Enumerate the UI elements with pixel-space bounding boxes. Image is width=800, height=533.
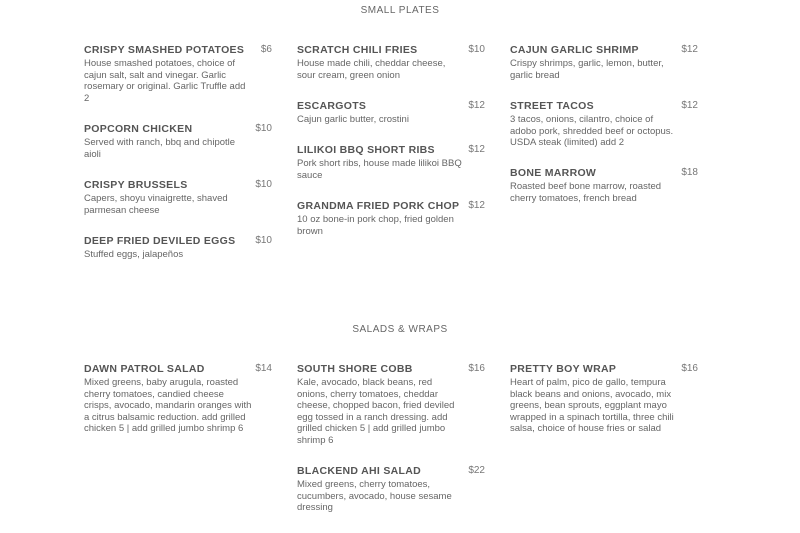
menu-item: [510, 43, 698, 81]
item-price: $10: [255, 123, 272, 134]
item-price: $12: [681, 100, 698, 111]
item-price: $12: [681, 44, 698, 55]
menu-item: [297, 362, 485, 446]
menu-item: [297, 99, 485, 126]
menu-item: [510, 166, 698, 204]
section-title-small-plates: SMALL PLATES: [360, 5, 440, 16]
menu-item: [297, 43, 485, 81]
item-name: LILIKOI BBQ SHORT RIBS: [297, 144, 435, 156]
item-description: Crispy shrimps, garlic, lemon, butter, garlic bread: [510, 58, 664, 81]
menu-item: [84, 178, 272, 216]
item-name: PRETTY BOY WRAP: [510, 363, 617, 375]
item-price: $10: [255, 179, 272, 190]
item-name: BONE MARROW: [510, 167, 597, 179]
item-price: $6: [260, 44, 272, 55]
item-name: BLACKEND AHI SALAD: [297, 465, 422, 477]
item-price: $10: [468, 44, 485, 55]
item-name: CRISPY SMASHED POTATOES: [84, 44, 245, 56]
item-description: Mixed greens, baby arugula, roasted cherry tomatoes, candied cheese crisps, avocado, mandarin oranges with a citrus balsamic reduction. add grilled chicken 5 | add grilled jumbo shrimp 6: [84, 377, 252, 434]
item-price: $12: [468, 100, 485, 111]
item-price: $16: [468, 363, 485, 374]
item-description: Stuffed eggs, jalapeños: [84, 249, 184, 260]
item-name: SOUTH SHORE COBB: [297, 363, 413, 375]
item-name: ESCARGOTS: [297, 100, 367, 112]
item-price: $18: [681, 167, 698, 178]
item-price: $12: [468, 200, 485, 211]
menu-item: [297, 199, 485, 237]
menu-item: [84, 122, 272, 160]
item-price: $10: [255, 235, 272, 246]
item-price: $22: [468, 465, 485, 476]
menu-item: [297, 464, 485, 514]
menu-item: [84, 234, 272, 261]
item-name: STREET TACOS: [510, 100, 594, 112]
item-description: House smashed potatoes, choice of cajun salt, salt and vinegar. Garlic rosemary or original. Garlic Truffle add 2: [84, 58, 246, 104]
item-description: Served with ranch, bbq and chipotle aioli: [84, 137, 236, 160]
item-description: Mixed greens, cherry tomatoes, cucumbers, avocado, house sesame dressing: [297, 479, 452, 513]
item-description: House made chili, cheddar cheese, sour cream, green onion: [297, 58, 446, 81]
item-price: $12: [468, 144, 485, 155]
item-description: 10 oz bone-in pork chop, fried golden brown: [297, 214, 454, 237]
item-name: DEEP FRIED DEVILED EGGS: [84, 235, 236, 247]
item-description: Cajun garlic butter, crostini: [297, 114, 409, 125]
item-name: GRANDMA FRIED PORK CHOP: [297, 200, 460, 212]
item-price: $16: [681, 363, 698, 374]
item-description: Heart of palm, pico de gallo, tempura black beans and onions, avocado, mix greens, bean sprouts, eggplant mayo wrapped in a spinach tortilla, three chili salsa, choice of house fries or salad: [510, 377, 674, 434]
item-description: Pork short ribs, house made lilikoi BBQ sauce: [297, 158, 462, 181]
menu-item: [84, 43, 272, 104]
item-name: CRISPY BRUSSELS: [84, 179, 188, 191]
menu-item: [84, 362, 272, 435]
item-name: DAWN PATROL SALAD: [84, 363, 205, 375]
item-description: Capers, shoyu vinaigrette, shaved parmesan cheese: [84, 193, 228, 216]
item-name: SCRATCH CHILI FRIES: [297, 44, 418, 56]
item-description: Roasted beef bone marrow, roasted cherry tomatoes, french bread: [510, 181, 662, 204]
menu-item: [510, 362, 698, 435]
item-description: Kale, avocado, black beans, red onions, cherry tomatoes, cheddar cheese, chopped bacon, fried deviled egg tossed in a ranch dressing. add grilled chicken 5 | add grilled jumbo shrimp 6: [297, 377, 455, 446]
item-name: POPCORN CHICKEN: [84, 123, 193, 135]
item-name: CAJUN GARLIC SHRIMP: [510, 44, 639, 56]
menu-item: [297, 143, 485, 181]
item-price: $14: [255, 363, 272, 374]
item-description: 3 tacos, onions, cilantro, choice of adobo pork, shredded beef or octopus. USDA steak (limited) add 2: [510, 114, 674, 148]
menu-item: [510, 99, 698, 149]
section-title-salads-wraps: SALADS & WRAPS: [352, 324, 448, 335]
